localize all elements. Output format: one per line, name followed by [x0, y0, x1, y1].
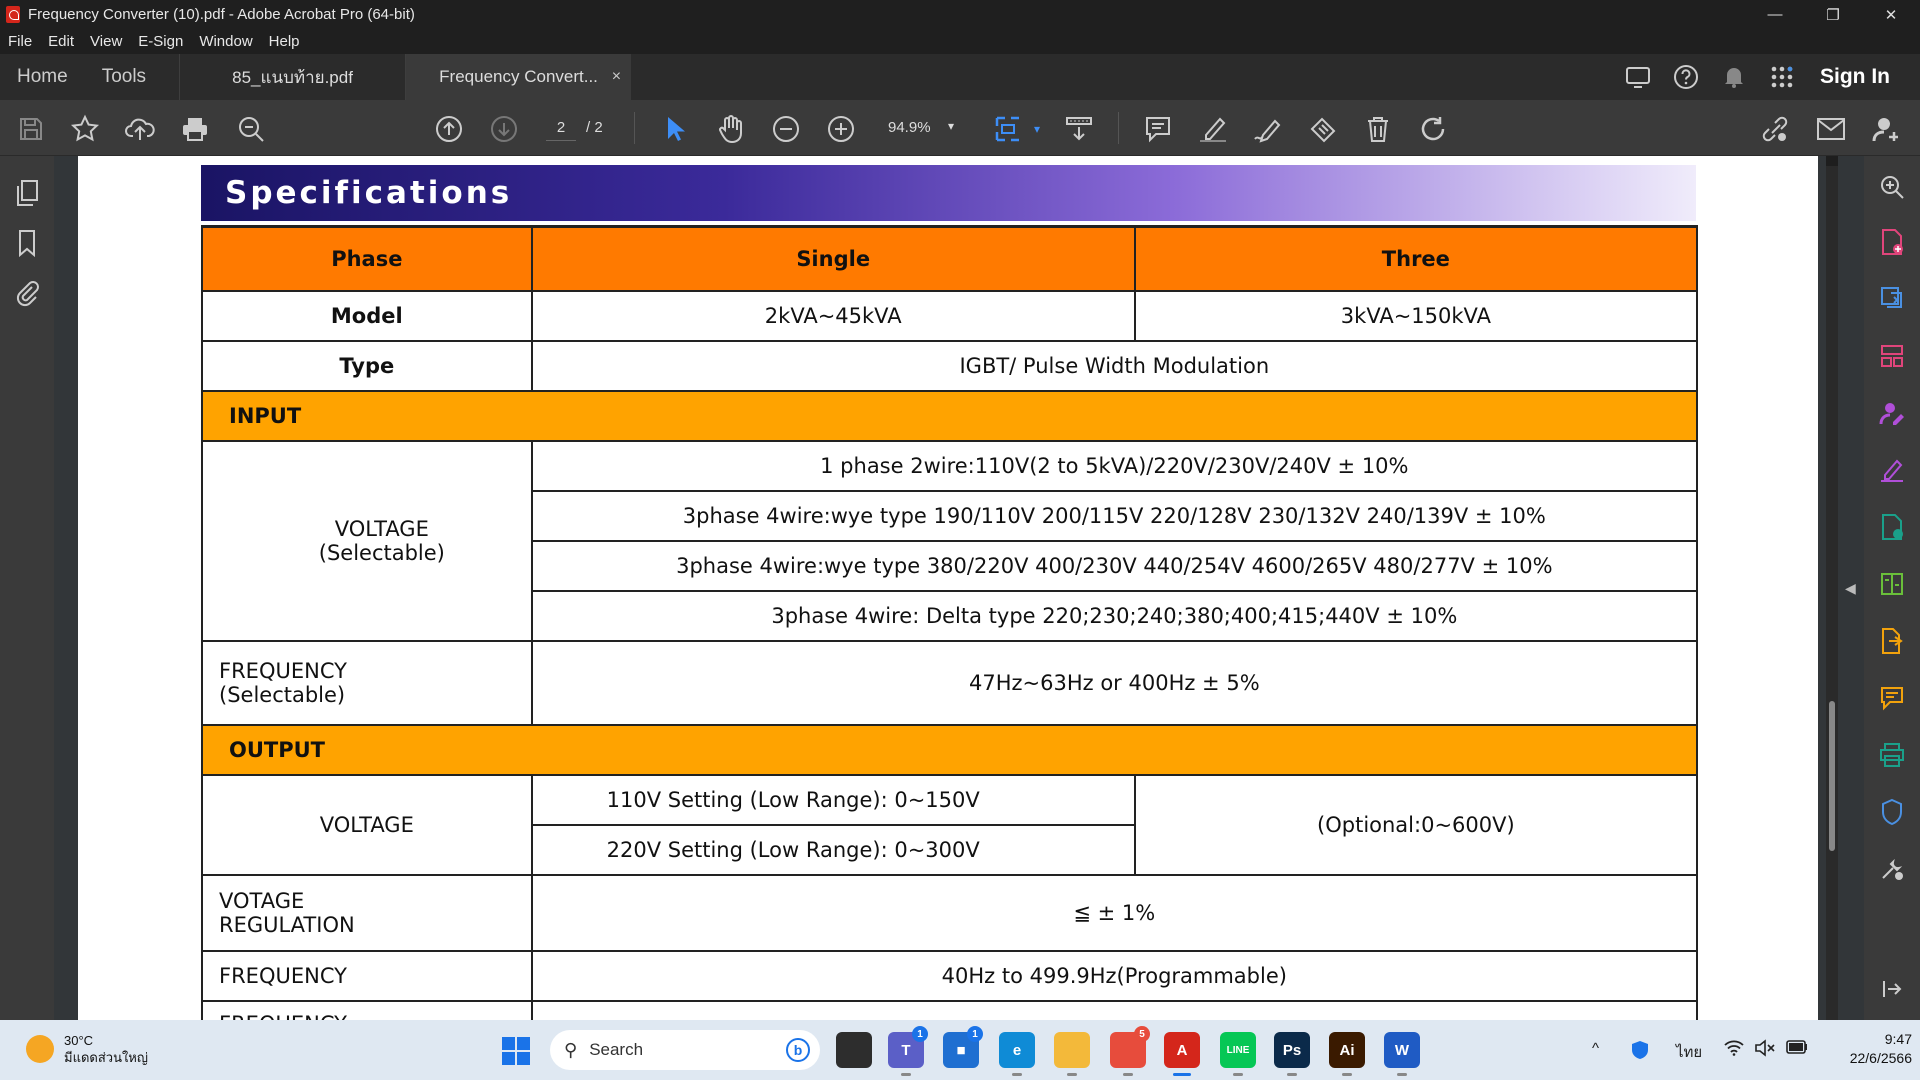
app-glyph: ■	[956, 1041, 966, 1059]
page-total: / 2	[586, 119, 603, 136]
toolbar-divider	[1118, 112, 1119, 144]
upload-cloud-icon[interactable]	[125, 114, 155, 144]
table-row	[202, 341, 1697, 391]
type-value: IGBT/ Pulse Width Modulation	[532, 341, 1697, 391]
model-label: Model	[202, 291, 532, 341]
sign-in-button[interactable]: Sign In	[1820, 65, 1890, 88]
save-icon[interactable]	[16, 114, 46, 144]
sign-pen-icon[interactable]	[1253, 114, 1283, 144]
security-shield-icon[interactable]	[1630, 1040, 1650, 1064]
input-section-label: INPUT	[202, 391, 1697, 441]
input-voltage-row: 1 phase 2wire:110V(2 to 5kVA)/220V/230V/240V ± 10%	[532, 441, 1697, 491]
running-indicator	[1287, 1073, 1297, 1076]
comment-icon[interactable]	[1143, 114, 1173, 144]
output-section-label: OUTPUT	[202, 725, 1697, 775]
table-header-row	[202, 227, 1697, 291]
search-zoom-icon[interactable]	[236, 114, 266, 144]
restore-button[interactable]: ❐	[1826, 6, 1840, 24]
edge-app-icon[interactable]	[999, 1032, 1035, 1068]
label-line: VOLTAGE	[334, 516, 429, 541]
scrollbar-cap	[1826, 156, 1838, 166]
menu-help[interactable]: Help	[268, 33, 300, 50]
header-single: Single	[532, 227, 1135, 291]
regulation-value: ≦ ± 1%	[532, 875, 1697, 951]
print-icon[interactable]	[180, 114, 210, 144]
specifications-banner	[201, 165, 1696, 221]
hand-tool-icon[interactable]	[716, 114, 746, 144]
store-app-icon[interactable]	[943, 1028, 979, 1068]
notifications-bell-icon[interactable]	[1720, 63, 1748, 91]
word-app-icon[interactable]	[1384, 1032, 1420, 1068]
create-pdf-icon[interactable]	[1877, 227, 1907, 257]
input-section-row	[202, 391, 1697, 441]
running-indicator	[901, 1073, 911, 1076]
table-row	[202, 441, 1697, 491]
input-voltage-row: 3phase 4wire:wye type 380/220V 400/230V 440/254V 4600/265V 480/277V ± 10%	[532, 541, 1697, 591]
tab-bar	[0, 54, 1920, 100]
app-glyph: e	[1012, 1041, 1022, 1059]
label-line: FREQUENCY	[219, 658, 347, 683]
app-glyph: T	[901, 1041, 911, 1059]
bookmarks-icon[interactable]	[12, 228, 42, 258]
weather-widget[interactable]	[26, 1032, 148, 1066]
window-title: Frequency Converter (10).pdf - Adobe Acrobat Pro (64-bit)	[28, 6, 415, 23]
close-window-button[interactable]: ✕	[1884, 6, 1898, 24]
running-indicator	[1067, 1073, 1077, 1076]
zoom-out-icon[interactable]	[771, 114, 801, 144]
expand-panel-icon[interactable]	[1877, 974, 1907, 1004]
acrobat-logo-icon	[6, 6, 20, 23]
compare-files-icon[interactable]	[1877, 569, 1907, 599]
banner-title: Specifications	[225, 175, 513, 211]
notification-badge: 1	[967, 1026, 983, 1042]
menu-edit[interactable]: Edit	[48, 33, 75, 50]
header-three: Three	[1135, 227, 1697, 291]
help-icon[interactable]	[1672, 63, 1700, 91]
running-indicator	[1342, 1073, 1352, 1076]
document-tab-active[interactable]	[405, 54, 631, 100]
scroll-mode-icon[interactable]	[1064, 114, 1094, 144]
attachments-icon[interactable]	[12, 278, 42, 308]
right-tools-panel	[1864, 156, 1920, 1020]
page-number-input[interactable]: 2	[546, 115, 576, 141]
tray-overflow-chevron-icon[interactable]: ^	[1592, 1040, 1600, 1057]
input-frequency-value: 47Hz~63Hz or 400Hz ± 5%	[532, 641, 1697, 725]
fit-dropdown-icon[interactable]: ▾	[1033, 122, 1041, 136]
request-signature-icon[interactable]	[1877, 398, 1907, 428]
print-production-icon[interactable]	[1877, 740, 1907, 770]
model-single: 2kVA~45kVA	[532, 291, 1135, 341]
select-cursor-icon[interactable]	[660, 114, 690, 144]
share-user-icon[interactable]	[1871, 114, 1901, 144]
photoshop-app-icon[interactable]	[1274, 1032, 1310, 1068]
running-indicator	[1123, 1073, 1133, 1076]
tab-home[interactable]: Home	[17, 66, 68, 87]
running-indicator	[1012, 1073, 1022, 1076]
acrobat-app-icon[interactable]	[1164, 1032, 1200, 1068]
weather-temp: 30°C	[64, 1033, 94, 1048]
output-voltage-three: (Optional:0~600V)	[1135, 775, 1697, 875]
organize-pages-icon[interactable]	[1877, 341, 1907, 371]
previous-page-icon[interactable]	[434, 114, 464, 144]
email-icon[interactable]	[1816, 114, 1846, 144]
minimize-button[interactable]: —	[1767, 6, 1783, 23]
app-glyph: A	[1176, 1041, 1188, 1059]
output-section-row	[202, 725, 1697, 775]
weather-sun-icon	[26, 1035, 54, 1063]
input-frequency-label	[202, 641, 532, 725]
search-icon: ⚲	[564, 1039, 578, 1060]
start-windows-icon[interactable]	[502, 1037, 530, 1065]
document-tab-label: Frequency Convert...	[439, 67, 598, 86]
running-indicator	[1173, 1073, 1191, 1076]
delete-trash-icon[interactable]	[1363, 114, 1393, 144]
chrome-app-icon[interactable]	[1110, 1028, 1146, 1068]
zoom-level[interactable]: 94.9%	[888, 119, 931, 136]
app-glyph: Ai	[1339, 1041, 1355, 1059]
comment-tool-icon[interactable]	[1877, 683, 1907, 713]
window-controls	[1746, 0, 1920, 29]
fill-sign-icon[interactable]	[1877, 455, 1907, 485]
label-line: (Selectable)	[219, 682, 346, 707]
collapse-right-panel-icon[interactable]: ◀	[1845, 580, 1856, 596]
stamp-icon[interactable]	[1308, 114, 1338, 144]
zoom-dropdown-icon[interactable]: ▾	[948, 119, 955, 133]
bookmark-star-icon[interactable]	[70, 114, 100, 144]
tab-tools[interactable]: Tools	[101, 66, 147, 87]
combine-files-icon[interactable]	[1877, 626, 1907, 656]
file-explorer-app-icon[interactable]	[1054, 1032, 1090, 1068]
apps-grid-icon[interactable]	[1768, 63, 1796, 91]
label-line: REGULATION	[219, 912, 355, 937]
volume-muted-icon[interactable]	[1754, 1040, 1776, 1060]
model-three: 3kVA~150kVA	[1135, 291, 1697, 341]
page-thumbnails-icon[interactable]	[12, 178, 42, 208]
header-phase: Phase	[202, 227, 532, 291]
input-voltage-label	[202, 441, 532, 641]
output-voltage-single: 220V Setting (Low Range): 0~300V	[532, 825, 1135, 875]
tray-language[interactable]: ไทย	[1676, 1044, 1703, 1061]
menu-window[interactable]: Window	[199, 33, 253, 50]
regulation-label	[202, 875, 532, 951]
system-clock[interactable]	[1836, 1030, 1912, 1068]
task-view-app-icon[interactable]	[836, 1032, 872, 1068]
teams-app-icon[interactable]	[888, 1028, 924, 1068]
document-viewport[interactable]	[54, 156, 1826, 1020]
output-frequency-label: FREQUENCY	[202, 951, 532, 1001]
scrollbar-thumb[interactable]	[1829, 701, 1835, 851]
output-voltage-label: VOLTAGE	[202, 775, 532, 875]
share-link-icon[interactable]	[1760, 114, 1790, 144]
specifications-table	[201, 225, 1698, 1052]
document-tab-label: 85_แนบท้าย.pdf	[232, 67, 353, 87]
app-glyph: W	[1394, 1041, 1410, 1059]
windows-taskbar	[0, 1020, 1920, 1080]
next-page-icon[interactable]	[489, 114, 519, 144]
share-screen-icon[interactable]	[1624, 63, 1652, 91]
taskbar-search-box[interactable]	[550, 1030, 820, 1070]
illustrator-app-icon[interactable]	[1329, 1032, 1365, 1068]
edit-pdf-icon[interactable]	[1877, 512, 1907, 542]
clock-time: 9:47	[1884, 1031, 1912, 1047]
fit-page-icon[interactable]	[993, 114, 1023, 144]
weather-text	[64, 1032, 148, 1066]
running-indicator	[1397, 1073, 1407, 1076]
running-indicator	[1233, 1073, 1243, 1076]
table-row	[202, 641, 1697, 725]
zoom-search-icon[interactable]	[1877, 172, 1907, 202]
main-toolbar	[0, 100, 1920, 156]
header-actions	[1614, 54, 1920, 100]
document-tab[interactable]	[179, 54, 405, 100]
output-voltage-single: 110V Setting (Low Range): 0~150V	[532, 775, 1135, 825]
table-row	[202, 775, 1697, 825]
rotate-icon[interactable]	[1418, 114, 1448, 144]
pdf-page	[78, 156, 1818, 1036]
protect-shield-icon[interactable]	[1877, 797, 1907, 827]
battery-icon[interactable]	[1786, 1040, 1808, 1058]
table-row	[202, 875, 1697, 951]
highlight-pen-icon[interactable]	[1198, 114, 1228, 144]
input-voltage-row: 3phase 4wire:wye type 190/110V 200/115V 220/128V 230/132V 240/139V ± 10%	[532, 491, 1697, 541]
menu-esign[interactable]: E-Sign	[138, 33, 184, 50]
wifi-icon[interactable]	[1724, 1040, 1744, 1060]
menu-file[interactable]: File	[8, 33, 33, 50]
menu-bar	[0, 29, 1920, 54]
output-frequency-value: 40Hz to 499.9Hz(Programmable)	[532, 951, 1697, 1001]
line-app-icon[interactable]	[1220, 1032, 1256, 1068]
table-row	[202, 951, 1697, 1001]
label-line: (Selectable)	[318, 540, 445, 565]
more-tools-icon[interactable]	[1877, 854, 1907, 884]
vertical-scrollbar[interactable]	[1826, 156, 1838, 1020]
export-pdf-icon[interactable]	[1877, 284, 1907, 314]
bing-icon[interactable]: b	[786, 1038, 810, 1062]
app-glyph: LINE	[1226, 1044, 1250, 1056]
app-glyph: Ps	[1282, 1041, 1302, 1059]
toolbar-divider	[634, 112, 635, 144]
table-row	[202, 291, 1697, 341]
zoom-in-icon[interactable]	[826, 114, 856, 144]
notification-badge: 1	[912, 1026, 928, 1042]
label-line: VOTAGE	[219, 888, 305, 913]
search-placeholder: Search	[589, 1040, 644, 1059]
menu-view[interactable]: View	[90, 33, 123, 50]
notification-badge: 5	[1134, 1026, 1150, 1042]
title-bar	[0, 0, 1920, 29]
weather-desc: มีแดดส่วนใหญ่	[64, 1050, 148, 1065]
close-tab-icon[interactable]: ×	[611, 68, 622, 85]
type-label: Type	[202, 341, 532, 391]
input-voltage-row: 3phase 4wire: Delta type 220;230;240;380;400;415;440V ± 10%	[532, 591, 1697, 641]
clock-date: 22/6/2566	[1849, 1050, 1912, 1066]
left-navigation-panel	[0, 156, 54, 1020]
